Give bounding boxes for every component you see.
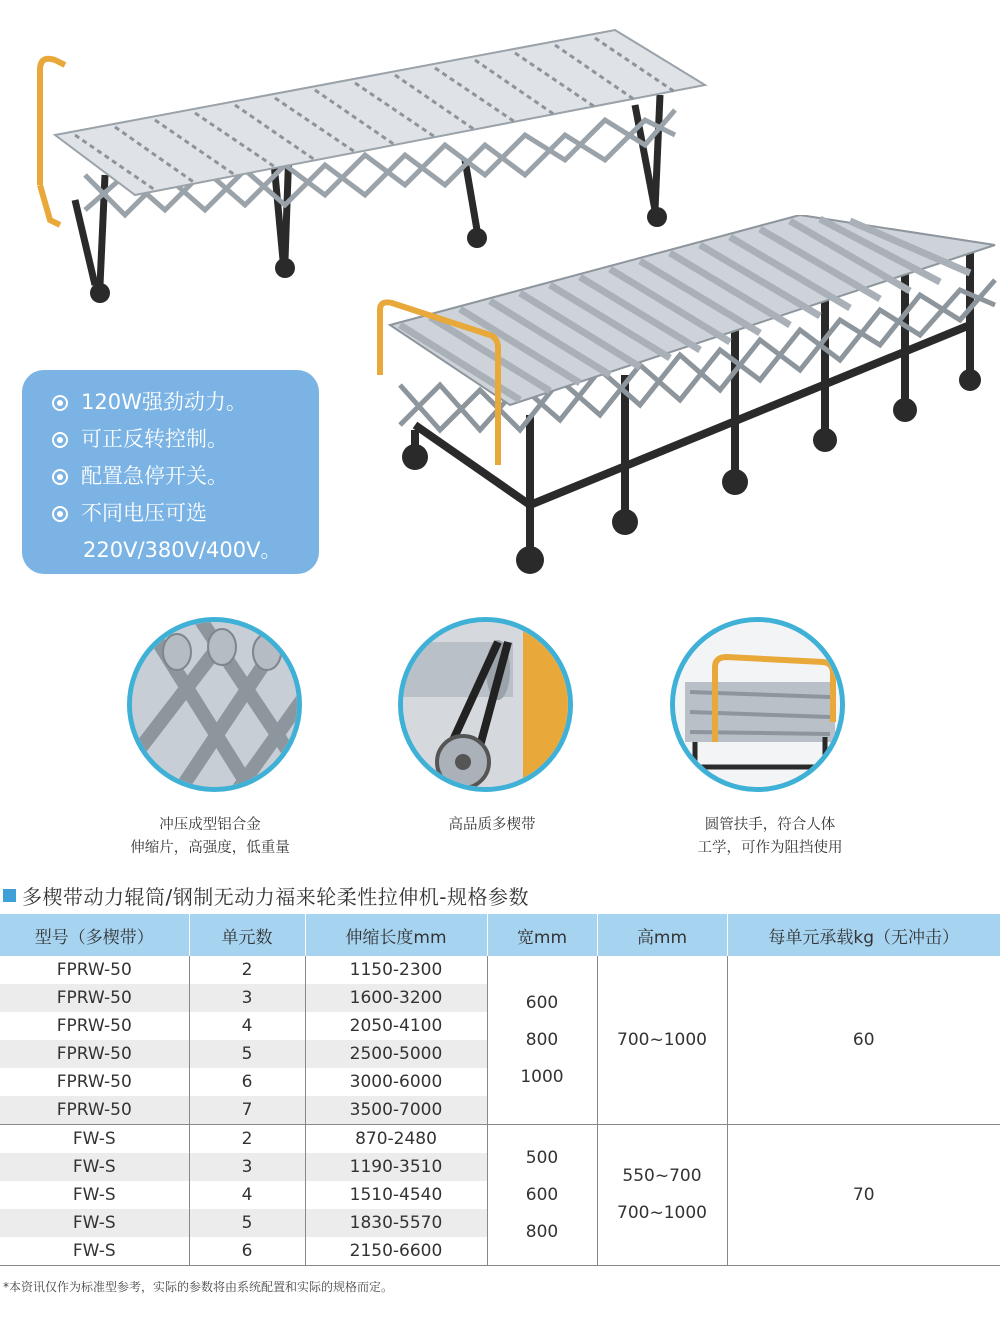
table-row <box>0 956 1000 984</box>
cell-length: 3000-6000 <box>305 1068 487 1096</box>
detail-caption: 冲压成型铝合金 伸缩片，高强度，低重量 <box>130 817 290 856</box>
cell-length: 1830-5570 <box>305 1209 487 1237</box>
cell-units: 6 <box>189 1237 305 1266</box>
cell-length: 2050-4100 <box>305 1012 487 1040</box>
cell-model: FW-S <box>72 1129 116 1149</box>
cell-height-group1: 700~1000 <box>597 956 727 1125</box>
cell-model: FPRW-50 <box>56 960 132 980</box>
cell-length: 1510-4540 <box>305 1181 487 1209</box>
cell-load-group2: 70 <box>727 1125 1000 1266</box>
cell-length: 1600-3200 <box>305 984 487 1012</box>
cell-units: 4 <box>189 1181 305 1209</box>
col-header-width: 宽mm <box>487 914 597 956</box>
feature-continuation: 220V/380V/400V。 <box>83 538 282 562</box>
col-header-length: 伸缩长度mm <box>305 914 487 956</box>
cell-units: 6 <box>189 1068 305 1096</box>
cell-length: 2150-6600 <box>305 1237 487 1266</box>
col-header-model: 型号（多楔带） <box>0 914 189 956</box>
section-title: 多楔带动力辊筒/钢制无动力福来轮柔性拉伸机-规格参数 <box>22 885 529 909</box>
table-row <box>0 1125 1000 1154</box>
cell-height-group2: 550~700 700~1000 <box>597 1125 727 1266</box>
cell-load-group1: 60 <box>727 956 1000 1125</box>
footnote: *本资讯仅作为标准型参考，实际的参数将由系统配置和实际的规格而定。 <box>3 1280 394 1294</box>
cell-model: FPRW-50 <box>0 1096 189 1125</box>
detail-image-handrail <box>670 617 845 792</box>
cell-model: FW-S <box>0 1209 189 1237</box>
detail-caption: 圆管扶手，符合人体 工学，可作为阻挡使用 <box>697 817 843 856</box>
detail-caption: 高品质多楔带 <box>448 817 536 833</box>
col-header-load: 每单元承载kg（无冲击） <box>727 914 1000 956</box>
table-header-row <box>0 914 1000 956</box>
cell-width-group2: 500 600 800 <box>487 1125 597 1266</box>
cell-width-group1: 600 800 1000 <box>487 956 597 1125</box>
cell-units: 7 <box>189 1096 305 1125</box>
section-marker <box>3 889 16 902</box>
cell-units: 5 <box>189 1209 305 1237</box>
cell-length: 1150-2300 <box>305 956 487 984</box>
cell-model: FPRW-50 <box>56 1072 132 1092</box>
feature-item: 可正反转控制。 <box>52 421 319 458</box>
cell-units: 2 <box>189 1125 305 1154</box>
cell-length: 1190-3510 <box>305 1153 487 1181</box>
cell-length: 2500-5000 <box>305 1040 487 1068</box>
roller-conveyor-image <box>370 215 1000 590</box>
cell-model: FPRW-50 <box>0 984 189 1012</box>
detail-image-scissor <box>127 617 302 792</box>
spec-table <box>0 914 1000 1266</box>
cell-length: 870-2480 <box>305 1125 487 1154</box>
feature-item: 120W强劲动力。 <box>52 384 319 421</box>
col-header-height: 高mm <box>597 914 727 956</box>
cell-units: 4 <box>189 1012 305 1040</box>
cell-model: FPRW-50 <box>0 1040 189 1068</box>
feature-box <box>22 370 319 574</box>
cell-units: 3 <box>189 1153 305 1181</box>
bullet-icon <box>52 395 68 411</box>
cell-model: FW-S <box>0 1153 189 1181</box>
cell-units: 5 <box>189 1040 305 1068</box>
cell-units: 3 <box>189 984 305 1012</box>
bullet-icon <box>52 469 68 485</box>
cell-units: 2 <box>189 956 305 984</box>
bullet-icon <box>52 432 68 448</box>
detail-image-belt <box>398 617 573 792</box>
feature-item: 不同电压可选 <box>52 495 319 532</box>
cell-model: FPRW-50 <box>56 1016 132 1036</box>
bullet-icon <box>52 506 68 522</box>
feature-item: 配置急停开关。 <box>52 458 319 495</box>
cell-model: FW-S <box>0 1237 189 1266</box>
cell-length: 3500-7000 <box>305 1096 487 1125</box>
cell-model: FW-S <box>72 1185 116 1205</box>
col-header-units: 单元数 <box>189 914 305 956</box>
